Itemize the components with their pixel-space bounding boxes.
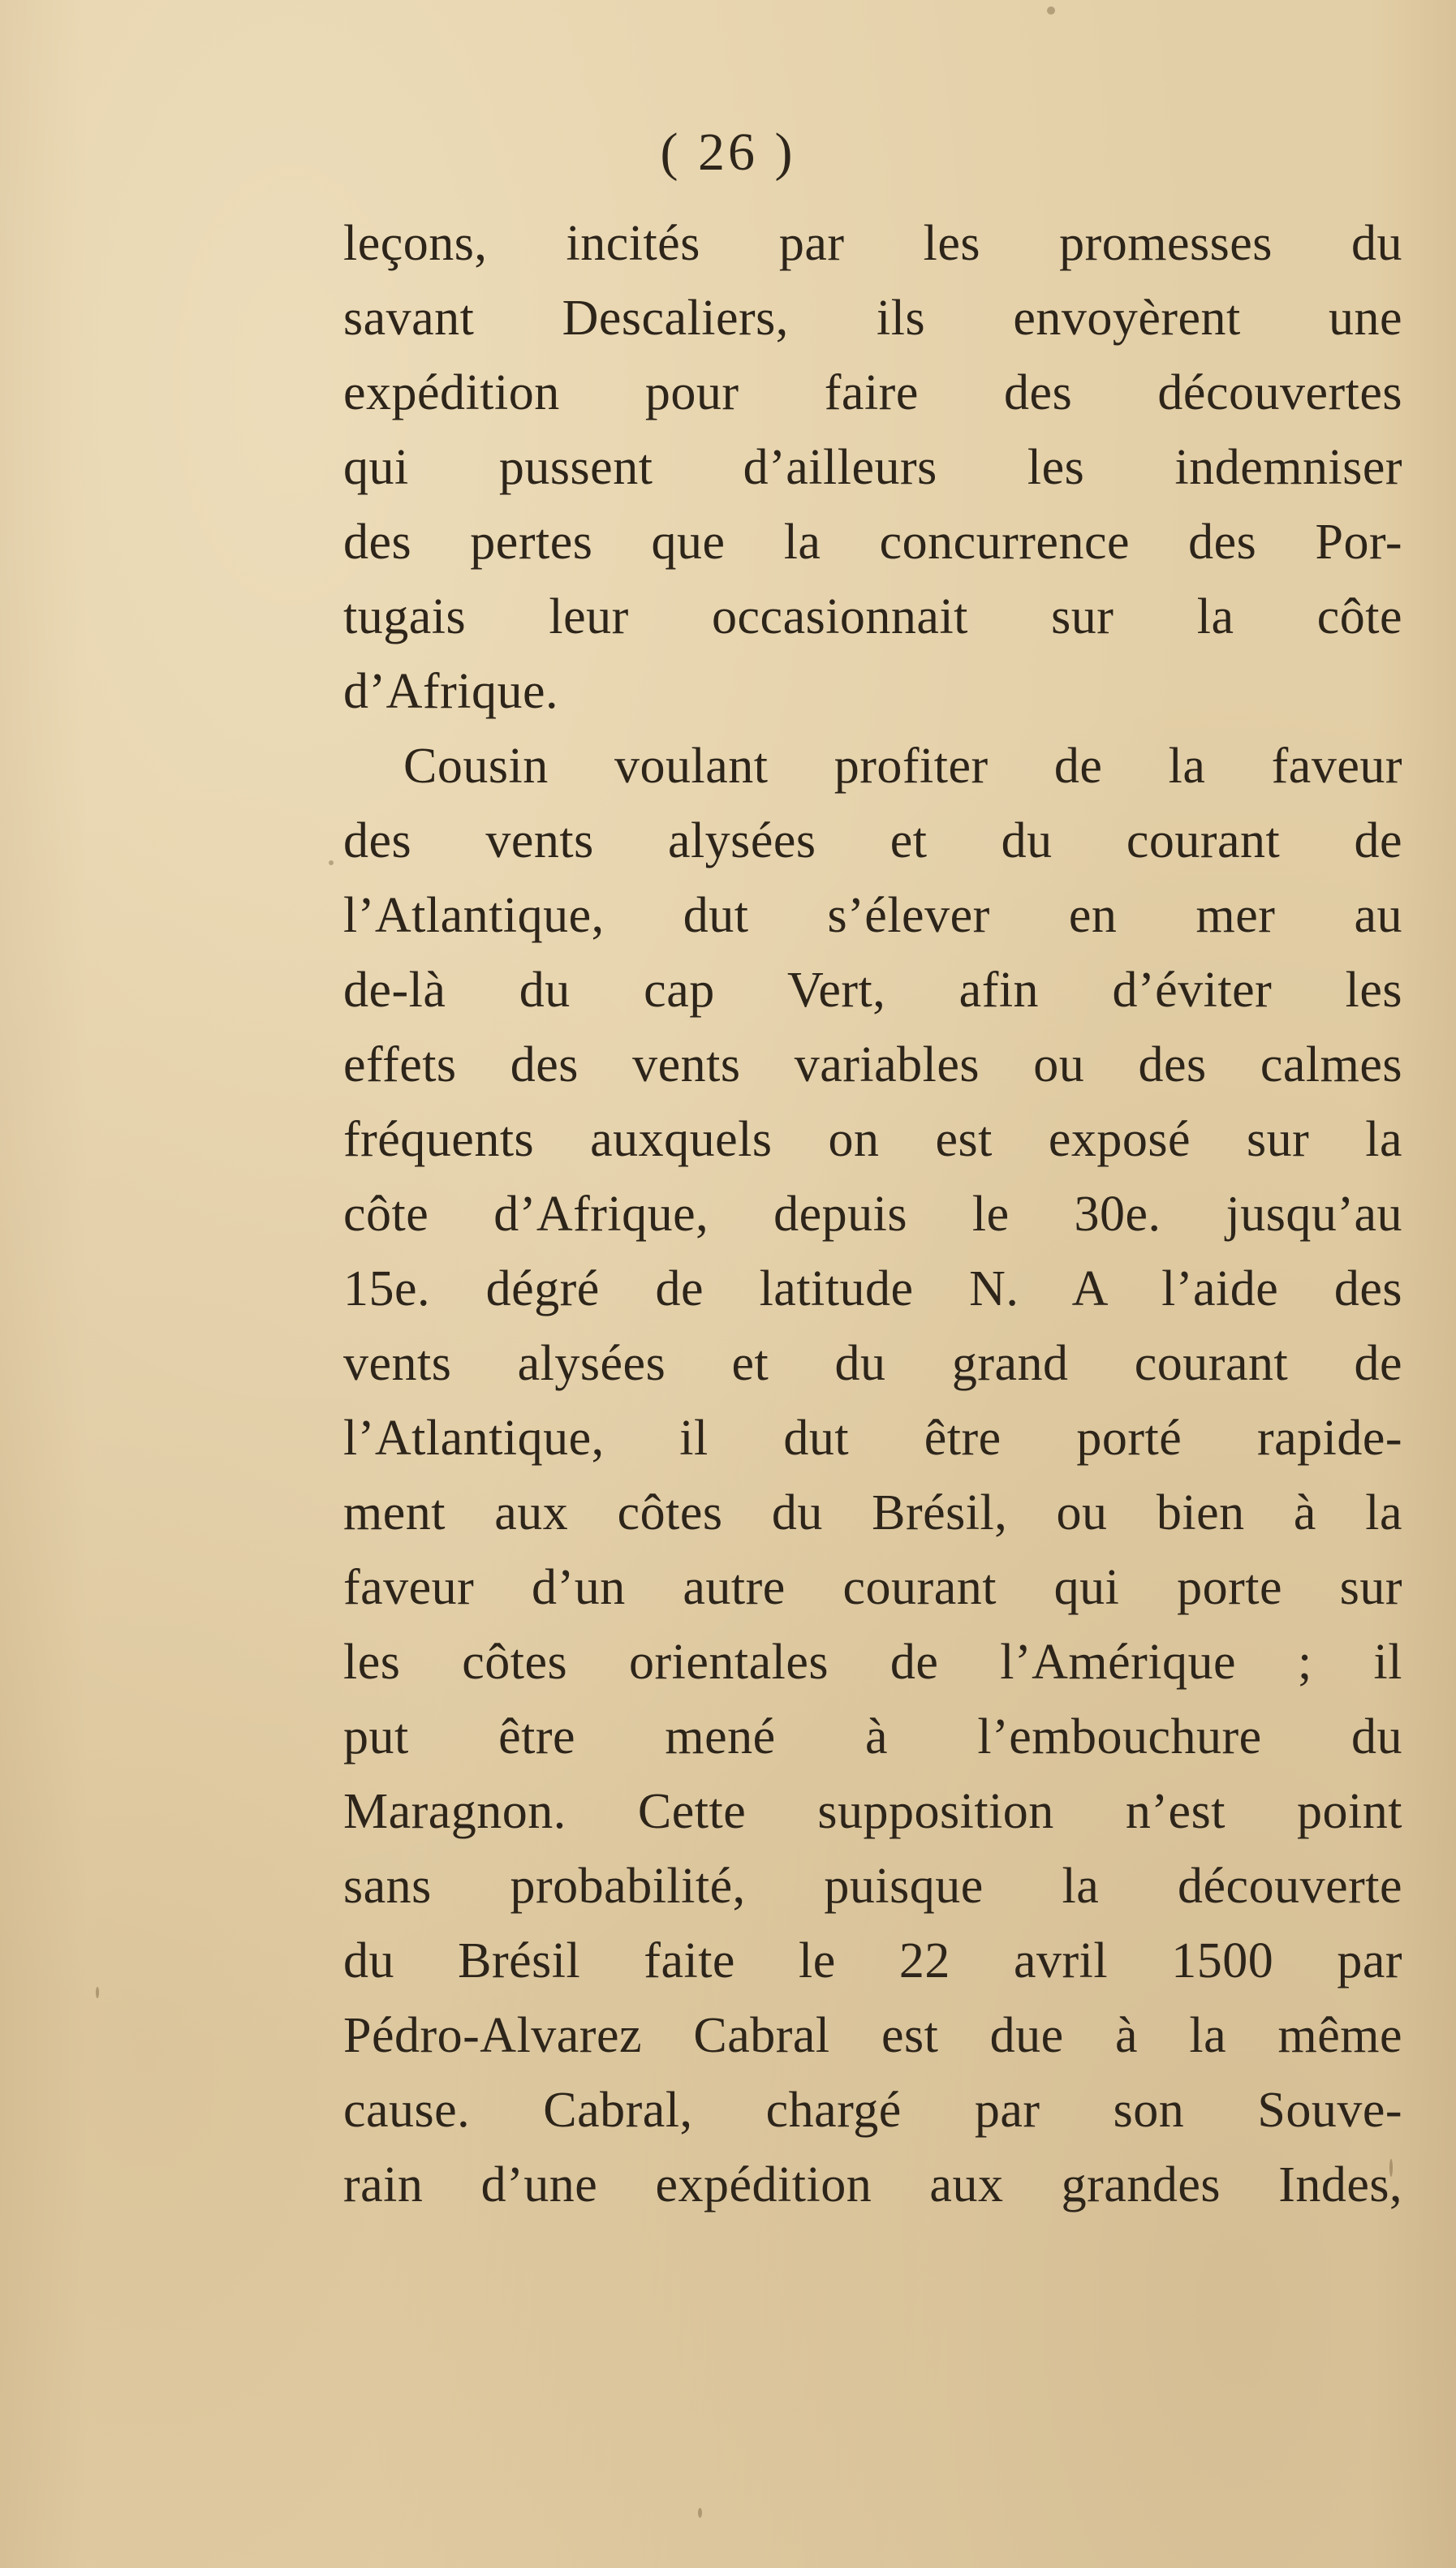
text-line-27: rain d’une expédition aux grandes Indes, [343,2157,1402,2213]
page-number: ( 26 ) [660,123,796,182]
text-line-5: des pertes que la concurrence des Por- [343,515,1402,570]
text-line-1: leçons, incités par les promesses du [343,216,1402,271]
text-line-22: Maragnon. Cette supposition n’est point [343,1784,1402,1839]
text-line-8: Cousin voulant profiter de la faveur [403,739,1402,794]
text-line-2: savant Descaliers, ils envoyèrent une [343,291,1402,346]
text-line-16: vents alysées et du grand courant de [343,1336,1402,1391]
text-line-19: faveur d’un autre courant qui porte sur [343,1560,1402,1615]
text-line-21: put être mené à l’embouchure du [343,1709,1402,1764]
text-line-14: côte d’Afrique, depuis le 30e. jusqu’au [343,1187,1402,1242]
text-line-4: qui pussent d’ailleurs les indemniser [343,440,1402,495]
text-line-3: expédition pour faire des découvertes [343,365,1402,420]
text-line-9: des vents alysées et du courant de [343,813,1402,868]
text-line-24: du Brésil faite le 22 avril 1500 par [343,1933,1402,1988]
text-line-26: cause. Cabral, chargé par son Souve- [343,2083,1402,2138]
text-line-15: 15e. dégré de latitude N. A l’aide des [343,1261,1402,1316]
paper-speck [1389,2159,1393,2177]
text-line-11: de-là du cap Vert, afin d’éviter les [343,963,1402,1018]
text-line-18: ment aux côtes du Brésil, ou bien à la [343,1485,1402,1540]
text-line-13: fréquents auxquels on est exposé sur la [343,1112,1402,1167]
paper-speck [1047,6,1055,15]
text-line-17: l’Atlantique, il dut être porté rapide- [343,1411,1402,1466]
paper-speck [698,2508,702,2518]
paper-speck [96,1987,99,1998]
text-line-7: d’Afrique. [343,664,558,719]
text-line-20: les côtes orientales de l’Amérique ; il [343,1635,1402,1690]
text-line-6: tugais leur occasionnait sur la côte [343,589,1402,644]
paper-speck [329,860,334,865]
text-line-10: l’Atlantique, dut s’élever en mer au [343,888,1402,943]
text-line-12: effets des vents variables ou des calmes [343,1037,1402,1092]
text-line-23: sans probabilité, puisque la découverte [343,1859,1402,1914]
text-line-25: Pédro-Alvarez Cabral est due à la même [343,2008,1402,2063]
body-text [343,206,1402,2222]
